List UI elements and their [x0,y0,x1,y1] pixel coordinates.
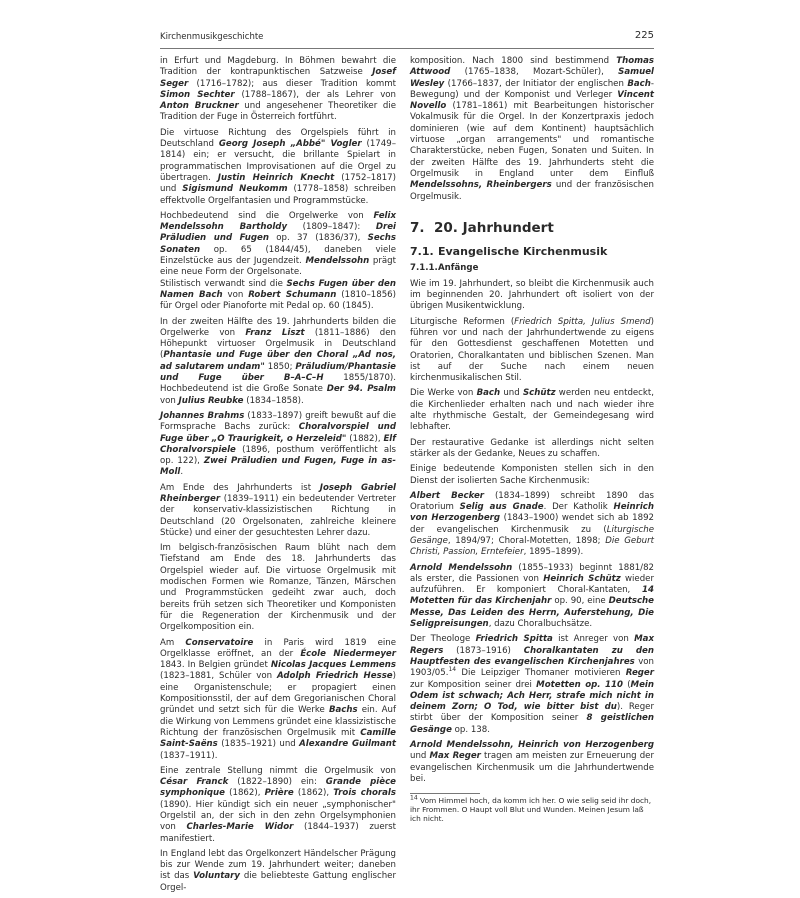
text-run: Der restaurative Gedanke ist allerdings nicht selten stärker als der Gedanke, Neues zu schaffen. [410,437,654,459]
emphasis-text: Samuel Wesley [410,67,654,89]
emphasis-text: Heinrich von Herzogenberg [410,502,654,524]
emphasis-text: Johannes Brahms [160,410,245,421]
text-run: Am [160,637,186,648]
text-run: die beliebteste Gattung englischer Orgel- [160,871,396,893]
emphasis-text: Elf Choralvorspiele [160,433,396,455]
text-run: (1781–1861) mit Bearbeitungen historischer Vokalmusik für die Orgel. In der Konzertpraxis jedoch dominieren (wie auf dem Kontinent) hauptsächlich virtuose „organ arrangements" und romantische Charakterstücke, neben Fugen, Sonaten und Suiten. In der zweiten Hälfte des 19. Jahrhunderts steht die Orgelmusik in England unter dem Einfluß [410,101,654,179]
text-run: Hochbedeutend sind die Orgelwerke von [160,210,374,221]
emphasis-text: Prière [264,788,294,799]
text-run: ist Anreger von [552,634,635,645]
emphasis-text: Camille Saint-Saëns [160,727,396,750]
text-run: (1823–1881, Schüler von [160,671,278,682]
text-run: prägt eine neue Form der Orgelsonate. [160,256,397,278]
section-heading [410,246,654,257]
paragraph [410,56,654,203]
text-run: und der französischen Orgelmusik. [410,180,654,202]
text-run: (1834–1899) schreibt 1890 das Oratorium [410,490,654,513]
paragraph [160,543,396,633]
emphasis-text: Conservatoire [185,637,254,648]
chapter-heading [410,219,654,236]
emphasis-text: Präludium/Phantasie und Fuge über B–A–C–H [160,361,396,384]
emphasis-text: Die Geburt Christi, Passion, Erntefeier [410,535,654,558]
text-run: (1862), [225,788,265,799]
text-run: 1855/1870). Hochbedeutend ist die Große Sonate [160,373,397,395]
text-run: (1843–1900) wendet sich ab 1892 der evangelischen Kirchenmusik zu ( [410,513,655,535]
text-run: ). Reger stirbt über der Komposition seiner [410,702,654,724]
text-run: (1839–1911) ein bedeutender Vertreter der konservativ-klassizistischen Richtung in Deutschland (20 Orgelsonaten, zahlreiche kleinere Stücke) und einer der gesuchtesten Lehrer dazu. [160,493,396,538]
text-run: (1766–1837, der Initiator der englischen [444,78,628,89]
paragraph [160,279,396,313]
emphasis-text: Choralvorspiel und Fuge über „O Traurigkeit, o Herzeleid" [160,422,396,444]
emphasis-text: Simon Sechter [160,89,235,100]
emphasis-text: Nicolas Jacques Lemmens [270,660,396,671]
emphasis-text: Adolph Friedrich Hesse [277,671,393,682]
text-run: in Paris wird 1819 eine Orgelklasse eröffnet, an der [160,637,396,659]
emphasis-text: École Niedermeyer [300,648,396,659]
text-run: (1882), [346,433,384,444]
paragraph [160,317,396,407]
text-run: komposition. Nach 1800 sind bestimmend [410,56,617,66]
emphasis-text: Joseph Gabriel Rheinberger [160,482,396,504]
emphasis-text: Heinrich Schütz [543,573,621,584]
left-column [160,56,396,898]
text-run: und angesehener Theoretiker die Tradition der Fuge in Österreich fortführt. [160,101,396,123]
text-run: Liturgische Reformen ( [410,316,515,327]
emphasis-text: Georg Joseph „Abbé" Vogler [218,139,362,150]
text-run: (1752–1817) und [160,172,396,195]
paragraph [410,317,654,385]
text-run: (1862), [293,788,334,799]
emphasis-text: Max Regers [410,634,655,656]
running-title: Kirchenmusikgeschichte [160,32,264,42]
emphasis-text: Reger [625,668,654,679]
text-run: tragen am meisten zur Erneuerung der evangelischen Kirchenmusik um die Jahrhundertwende bei. [410,751,654,784]
page-number: 225 [634,30,654,41]
emphasis-text: 8 geistlichen Gesänge [410,713,655,735]
text-run: Am Ende des Jahrhunderts ist [160,482,320,493]
text-run: (1765–1838, Mozart-Schüler), [450,67,619,78]
paragraph [160,766,396,845]
paragraph [410,491,654,559]
text-run: Stilistisch verwandt sind die [160,278,287,289]
emphasis-text: Bachs [328,705,358,716]
emphasis-text: Motetten op. 110 [536,679,623,690]
paragraph [160,211,396,279]
emphasis-text: Liturgische Gesänge [410,524,654,546]
emphasis-text: Mendelssohn [305,256,370,267]
text-run: (1749–1814) ein; er versucht, die brillante Spielart in programmatischen Improvisationen auf die Orgel zu übertragen. [160,139,396,183]
text-run: , dazu Choralbuchsätze. [488,619,593,630]
subsection-title: Anfänge [438,263,479,274]
text-run: . Der Katholik [543,502,614,513]
text-run: von [222,289,249,300]
emphasis-text: Friedrich Spitta [475,634,553,645]
text-run: (1890). Hier kündigt sich ein neuer „symphonischer" Orgelstil an, der sich in den zehn Orgelsymphonien von [160,799,396,833]
text-run: Im belgisch-französischen Raum blüht nach dem Tiefstand am Ende des 18. Jahrhunderts das Orgelspiel wieder auf. Die virtuose Orgelmusik mit modischen Formen wie Romanze, Tänzen, Märschen und Programmstücken gedeiht zwar auch, doch bereits früh setzen sich Theoretiker und Komponisten für die Regeneration der Kirchenmusik und der Orgelkomposition ein. [160,543,396,633]
text-run: In England lebt das Orgelkonzert Händelscher Prägung bis zur Wende zum 19. Jahrhundert weiter; daneben ist das [160,848,396,882]
emphasis-text: Alexandre Guilmant [299,739,396,750]
paragraph [410,634,654,736]
text-run: (1788–1867), der als Lehrer von [234,89,396,100]
emphasis-text: Grande pièce symphonique [160,777,396,799]
emphasis-text: Justin Heinrich Knecht [217,172,335,183]
text-run: ein. Auf die Wirkung von Lemmens gründet eine klassizistische Richtung der französischen Orgelmusik mit [160,705,397,738]
text-run: (1844–1937) zuerst manifestiert. [160,822,396,844]
emphasis-text: Mendelssohns, Rheinbergers [410,180,552,191]
text-run: Einige bedeutende Komponisten stellen sich in den Dienst der isolierten Sache Kirchenmusik: [410,464,654,486]
text-run: op. 90, eine [551,596,609,607]
subsection-heading [410,263,654,274]
subsection-number: 7.1.1. [410,263,438,274]
emphasis-text: Der 94. Psalm [326,384,396,395]
text-run: Eine zentrale Stellung nimmt die Orgelmusik von [160,765,396,776]
emphasis-text: Selig aus Gnade [459,502,544,513]
emphasis-text: Robert Schumann [248,289,337,300]
text-run: (1822–1890) ein: [228,777,326,788]
paragraph [410,438,654,461]
text-run: , 1895–1899). [523,547,584,558]
text-run: (1855–1933) beginnt 1881/82 als erster, die Passionen von [410,562,654,584]
paragraph [410,740,654,785]
text-run: -Bewegung) und der Komponist und Verleger [410,78,654,100]
text-run: (1896, posthum veröffentlicht als op. 122), [160,444,396,467]
emphasis-text: Schütz [522,388,556,399]
paragraph [160,849,396,894]
text-run: (1778–1858) schreiben effektvolle Orgelfantasien und Programmstücke. [160,184,396,206]
text-run: (1873–1916) [443,645,524,656]
text-run: , 1894/97; Choral-Motetten, 1898; [447,535,606,546]
text-run: op. 138. [451,724,490,735]
emphasis-text: Vincent Novello [410,89,654,112]
text-run: von 1903/05. [410,656,654,679]
text-run: Die Leipziger Thomaner motivieren [456,668,626,679]
text-run: (1834–1858). [243,395,304,406]
emphasis-text: Franz Liszt [245,327,305,338]
text-run: (1835–1921) und [217,739,300,750]
text-run: (1716–1782); aus dieser Tradition kommt [188,78,396,89]
text-run: (1810–1856) für Orgel oder Pianoforte mit Pedal op. 60 (1845). [160,289,396,312]
text-run: 1850; [264,361,296,372]
emphasis-text: César Franck [160,777,229,788]
emphasis-text: Arnold Mendelssohn, Heinrich von Herzogenberg [410,740,654,751]
text-run: und [500,388,523,399]
paragraph [410,279,654,313]
emphasis-text: Josef Seger [160,67,396,89]
text-run: Die virtuose Richtung des Orgelspiels führt in Deutschland [160,127,396,150]
emphasis-text: Thomas Attwood [410,56,654,78]
emphasis-text: 14 Motetten für das Kirchenjahr [410,585,654,607]
paragraph [160,638,396,762]
text-run: 1843. In Belgien gründet [160,660,271,671]
text-run: Die Werke von [410,388,477,399]
chapter-number: 7. [410,219,425,236]
emphasis-text: Albert Becker [410,490,485,501]
paragraph [160,128,396,207]
emphasis-text: Charles-Marie Widor [186,822,294,833]
running-header [160,32,654,49]
emphasis-text: Anton Bruckner [160,101,239,112]
text-run: Vom Himmel hoch, da komm ich her. O wie selig seid ihr doch, ihr Frommen. O Haupt voll Blut und Wunden. Meinen Jesum laß ich nicht. [410,796,652,824]
text-run: ) führen vor und nach der Jahrhundertwende zu eigens für den Gottesdienst geschaffenen Motetten und Oratorien, Choralkantaten und biblischen Szenen. Man ist auf der Suche nach einem neuen kirchenmusikalischen Stil. [410,316,654,384]
text-run: wieder aufzuführen. Er komponiert Choral-Kantaten, [410,573,654,596]
text-run: ) eine Organistenschule; er propagiert einen Kompositionsstil, der auf dem Gregorianischen Choral gründet und setzt sich für die Werke [160,671,396,716]
right-column [410,56,654,823]
emphasis-text: Bach [476,388,501,399]
text-run: Wie im 19. Jahrhundert, so bleibt die Kirchenmusik auch im beginnenden 20. Jahrhundert oft isoliert von der übrigen Musikentwicklung. [410,278,654,312]
text-run: zur Komposition seiner drei [410,679,537,690]
text-run: (1837–1911). [160,750,218,761]
text-run: in Erfurt und Magdeburg. In Böhmen bewahrt die Tradition der kontrapunktischen Satzweise [160,56,396,78]
section-title: Evangelische Kirchenmusik [438,245,608,259]
text-run: In der zweiten Hälfte des 19. Jahrhunderts bilden die Orgelwerke von [160,316,396,338]
emphasis-text: Voluntary [193,871,240,882]
emphasis-text: Sechs Fugen über den Namen Bach [160,278,396,300]
emphasis-text: Zwei Präludien und Fugen, Fuge in as-Moll [160,456,396,478]
paragraph [410,563,654,631]
text-run: op. 65 (1844/45), daneben viele Einzelstücke aus der Jugendzeit. [160,244,396,267]
paragraph [410,388,654,433]
text-run: op. 37 (1836/37), [268,233,368,244]
emphasis-text: Friedrich Spitta, Julius Smend [514,316,651,327]
text-run: (1811–1886) den Höhepunkt virtuoser Orgelmusik in Deutschland ( [160,327,396,361]
text-run: . [180,467,184,478]
footnote [410,796,654,823]
text-run: werden neu entdeckt, die Kirchenlieder erhalten nach und nach wieder ihre alte rhythmische Gestalt, der Gemeindegesang wird lebhafter. [410,388,654,433]
emphasis-text: Sigismund Neukomm [182,184,288,195]
section-number: 7.1. [410,245,434,259]
emphasis-text: Deutsche Messe, Das Leiden des Herrn, Auferstehung, Die Seligpreisungen [410,596,654,630]
emphasis-text: Drei Präludien und Fugen [160,222,396,244]
chapter-title: 20. Jahrhundert [434,219,554,236]
emphasis-text: Felix Mendelssohn Bartholdy [160,210,396,233]
footnote-ref: 14 [410,794,418,802]
emphasis-text: Mein Odem ist schwach; Ach Herr, strafe mich nicht in deinem Zorn; O Tod, wie bitter bist du [410,679,654,713]
emphasis-text: Max Reger [429,751,481,762]
text-run: von [160,395,179,406]
emphasis-text: Trois chorals [333,788,396,799]
paragraph [410,464,654,487]
footnote-ref: 14 [448,666,457,674]
emphasis-text: Julius Reubke [178,395,244,406]
text-run: (1833–1897) greift bewußt auf die Formsprache Bachs zurück: [160,410,396,433]
emphasis-text: Arnold Mendelssohn [410,562,513,573]
paragraph [160,411,396,479]
text-run: (1809–1847): [287,222,376,233]
emphasis-text: Bach [627,78,651,89]
paragraph [160,483,396,539]
text-run: und [410,751,430,762]
emphasis-text: Choralkantaten zu den Hauptfesten des evangelischen Kirchenjahres [410,645,654,667]
emphasis-text: Phantasie und Fuge über den Choral „Ad nos, ad salutarem undam" [160,350,396,372]
text-run: Der Theologe [410,634,476,645]
text-run: ( [622,679,631,690]
paragraph [160,56,396,124]
emphasis-text: Sechs Sonaten [160,233,396,255]
